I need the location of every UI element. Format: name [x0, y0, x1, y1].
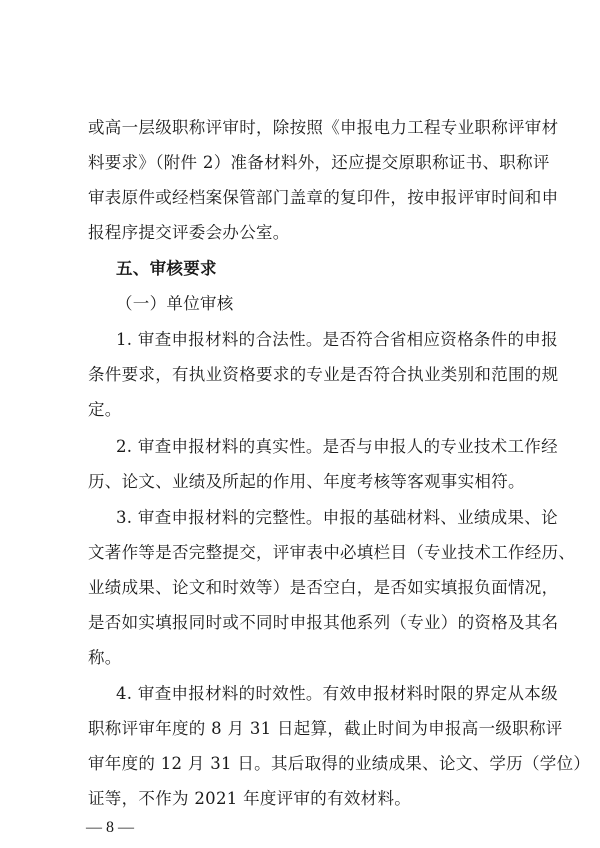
paragraph-line: 证等，不作为 2021 年度评审的有效材料。	[88, 789, 412, 808]
section-heading: 五、审核要求	[116, 259, 217, 278]
page-number: — 8 —	[86, 819, 134, 836]
paragraph-line: 业绩成果、论文和时效等）是否空白，是否如实填报负面情况，	[88, 578, 559, 597]
paragraph-line: 定。	[88, 400, 122, 419]
paragraph-line: 1. 审查申报材料的合法性。是否符合省相应资格条件的申报	[116, 330, 558, 349]
paragraph-line: 3. 审查申报材料的完整性。申报的基础材料、业绩成果、论	[116, 508, 558, 527]
paragraph-line: 2. 审查申报材料的真实性。是否与申报人的专业技术工作经	[116, 437, 558, 456]
paragraph-line: 或高一层级职称评审时，除按照《申报电力工程专业职称评审材	[88, 118, 559, 137]
paragraph-line: 料要求》（附件 2）准备材料外，还应提交原职称证书、职称评	[88, 153, 550, 172]
paragraph-line: 称。	[88, 648, 122, 667]
paragraph-line: 4. 审查申报材料的时效性。有效申报材料时限的界定从本级	[116, 684, 558, 703]
paragraph-line: 报程序提交评委会办公室。	[88, 223, 290, 242]
paragraph-line: 审表原件或经档案保管部门盖章的复印件，按申报评审时间和申	[88, 188, 559, 207]
paragraph-line: 历、论文、业绩及所起的作用、年度考核等客观事实相符。	[88, 472, 525, 491]
paragraph-line: 条件要求，有执业资格要求的专业是否符合执业类别和范围的规	[88, 365, 559, 384]
paragraph-line: 职称评审年度的 8 月 31 日起算，截止时间为申报高一级职称评	[88, 719, 563, 738]
paragraph-line: 是否如实填报同时或不同时申报其他系列（专业）的资格及其名	[88, 613, 559, 632]
paragraph-line: 审年度的 12 月 31 日。其后取得的业绩成果、论文、学历（学位）	[88, 754, 591, 773]
paragraph-line: 文著作等是否完整提交，评审表中必填栏目（专业技术工作经历、	[88, 543, 576, 562]
subsection-heading: （一）单位审核	[116, 294, 234, 313]
